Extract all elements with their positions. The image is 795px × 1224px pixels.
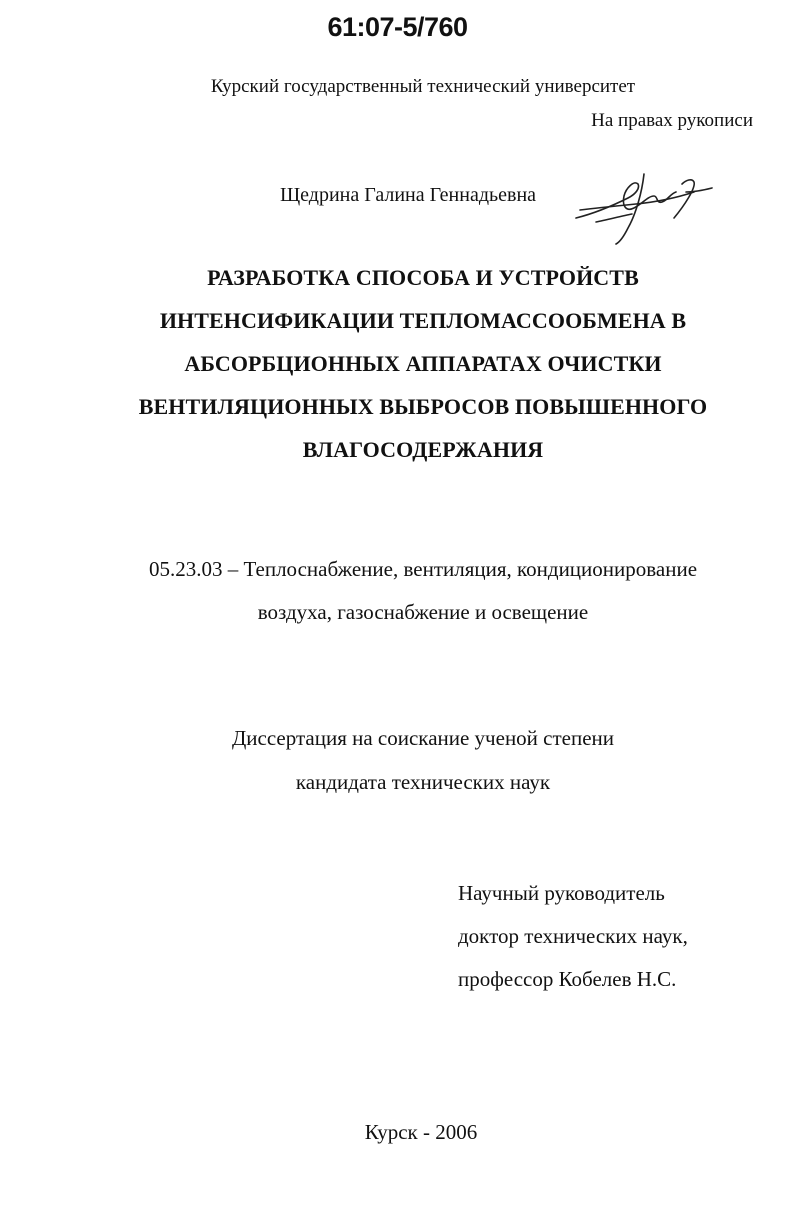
author-name: Щедрина Галина Геннадьевна bbox=[280, 184, 537, 206]
manuscript-rights-note: На правах рукописи bbox=[591, 110, 753, 131]
handwritten-signature bbox=[566, 162, 716, 248]
university-name: Курский государственный технический университет bbox=[210, 76, 636, 97]
degree-statement bbox=[0, 716, 795, 804]
catalog-number: 61:07-5/760 bbox=[327, 12, 468, 42]
specialty-line: 05.23.03 – Теплоснабжение, вентиляция, кондиционирование bbox=[148, 557, 698, 581]
supervisor-line: профессор Кобелев Н.С. bbox=[458, 967, 677, 991]
supervisor-line: Научный руководитель bbox=[458, 881, 665, 905]
title-line: ВЕНТИЛЯЦИОННЫХ ВЫБРОСОВ ПОВЫШЕННОГО bbox=[138, 394, 708, 419]
title-line: ВЛАГОСОДЕРЖАНИЯ bbox=[302, 437, 544, 462]
title-line: ИНТЕНСИФИКАЦИИ ТЕПЛОМАССООБМЕНА В bbox=[159, 308, 687, 333]
specialty-line: воздуха, газоснабжение и освещение bbox=[257, 600, 589, 624]
city-and-year: Курск - 2006 bbox=[364, 1120, 478, 1144]
specialty-code bbox=[0, 548, 795, 634]
degree-line: Диссертация на соискание ученой степени bbox=[231, 726, 615, 750]
supervisor-line: доктор технических наук, bbox=[458, 924, 688, 948]
title-line: РАЗРАБОТКА СПОСОБА И УСТРОЙСТВ bbox=[207, 265, 639, 290]
dissertation-title bbox=[0, 256, 795, 471]
title-line: АБСОРБЦИОННЫХ АППАРАТАХ ОЧИСТКИ bbox=[184, 351, 662, 376]
scientific-supervisor bbox=[458, 872, 688, 1001]
degree-line: кандидата технических наук bbox=[295, 770, 551, 794]
